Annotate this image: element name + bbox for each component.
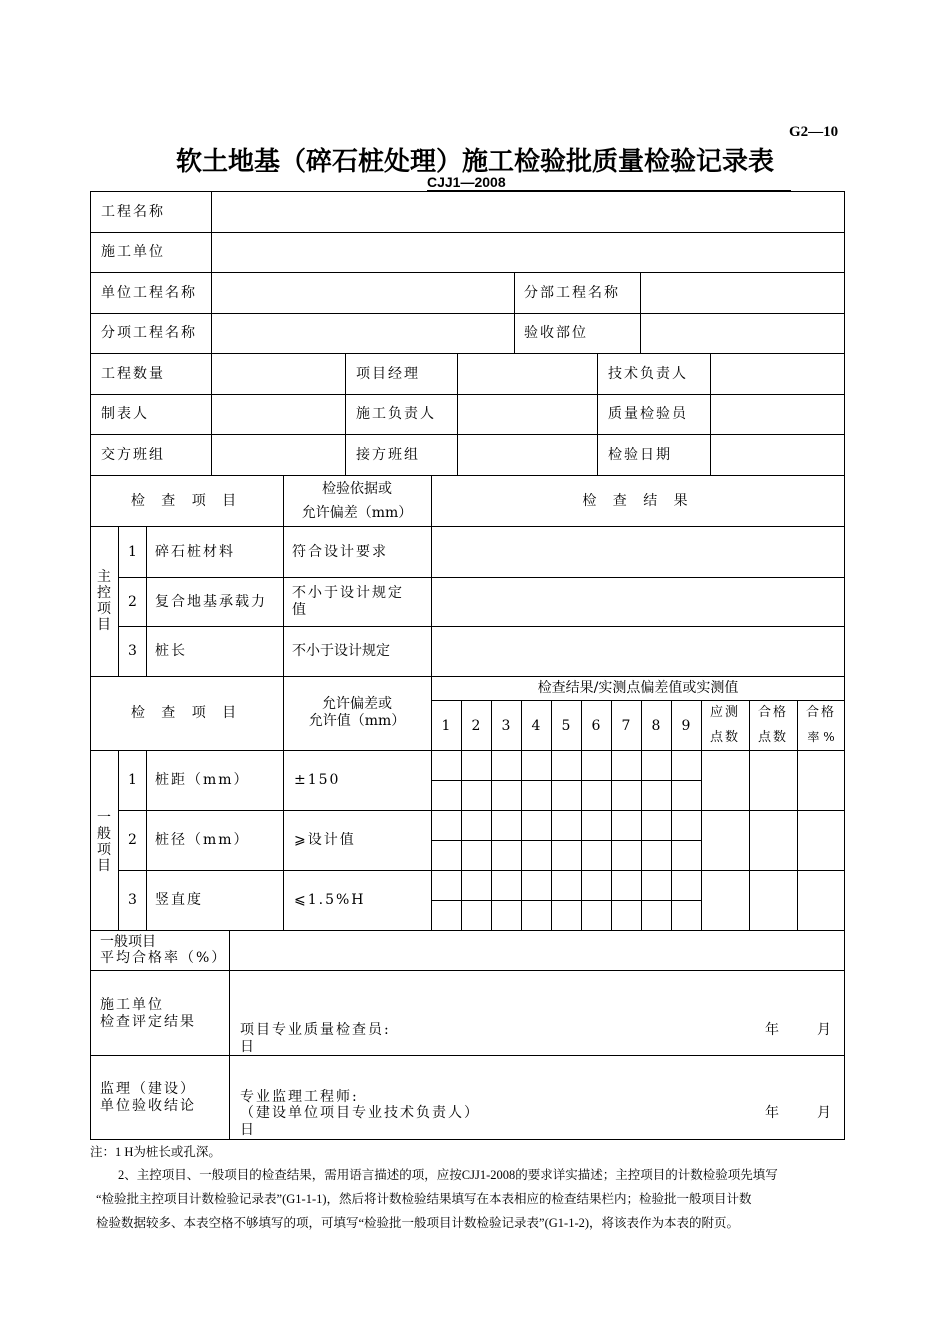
main-result-header: 检 查 结 果 [582,493,694,509]
general-tol-header-1: 允许偏差或 [322,696,392,712]
label-sub-division-name: 分部工程名称 [524,285,620,301]
main-basis-header-2: 允许偏差（mm） [301,505,413,521]
label-quality-inspector: 质量检验员 [608,406,688,422]
point-5: 5 [561,718,571,734]
main-check-item-header: 检 查 项 目 [130,493,243,509]
self-check-label-2: 检查评定结果 [100,1014,196,1030]
supervision-day: 日 [240,1122,254,1138]
inspector-label: 项目专业质量检查员: [240,1022,391,1038]
self-check-day: 日 [240,1039,254,1055]
main-row-2-no: 2 [128,594,137,610]
general-row-2-item: 桩径（mm） [155,832,250,848]
note-4: 检验数据较多、本表空格不够填写的项，可填写“检验批一般项目计数检验记录表”(G1-1-2)，将该表作为本表的附页。 [96,1216,740,1230]
label-acceptance-part: 验收部位 [524,325,588,341]
general-row-3-no: 3 [128,892,137,908]
page-title: 软土地基（碎石桩处理）施工检验批质量检验记录表 [175,147,774,177]
general-row-1-no: 1 [128,772,137,788]
note-1: 注：1 H为桩长或孔深。 [90,1145,221,1159]
point-9: 9 [681,718,691,734]
point-3: 3 [501,718,511,734]
self-check-year: 年 [765,1022,779,1038]
general-row-1-tol: ±150 [294,772,341,788]
main-row-3-basis: 不小于设计规定 [292,643,390,659]
general-group-label [96,810,112,874]
point-4: 4 [531,718,541,734]
label-technical-lead: 技术负责人 [608,366,688,382]
label-construction-lead: 施工负责人 [356,406,436,422]
general-row-3-item: 竖直度 [155,892,203,908]
main-row-2-basis-2: 值 [292,602,306,618]
main-group-label-text: 主控项目 [97,569,111,633]
point-1: 1 [441,718,451,734]
general-tol-header-2: 允许值（mm） [308,713,406,729]
general-row-2-tol: ⩾设计值 [294,832,356,848]
label-unit-project-name: 单位工程名称 [101,285,197,301]
main-row-2-basis-1: 不小于设计规定 [292,585,404,601]
general-group-label-text: 一般项目 [97,810,111,874]
main-basis-header-1: 检验依据或 [322,481,392,497]
note-2: 2、主控项目、一般项目的检查结果，需用语言描述的项，应按CJJ1-2008的要求详实描述；主控项目的计数检验项先填写 [118,1168,778,1182]
standard-code: CJJ1—2008 [427,174,506,190]
label-project-manager: 项目经理 [356,366,420,382]
label-project-name: 工程名称 [101,204,165,220]
general-row-1-item: 桩距（mm） [155,772,250,788]
main-row-3-no: 3 [128,643,137,659]
supervision-year: 年 [765,1105,779,1121]
point-8: 8 [651,718,661,734]
label-quantity: 工程数量 [101,366,165,382]
should-points-1: 应测 [709,705,740,720]
label-sub-item-name: 分项工程名称 [101,325,197,341]
general-row-3-tol: ⩽1.5%H [294,892,366,908]
pass-rate-1: 合格 [805,705,836,720]
form-code: G2—10 [789,124,839,140]
point-7: 7 [621,718,631,734]
label-construction-unit: 施工单位 [101,244,165,260]
general-check-item-header: 检 查 项 目 [130,705,243,721]
point-6: 6 [591,718,601,734]
main-row-1-basis: 符合设计要求 [292,544,388,560]
engineer-label: 专业监理工程师: [240,1089,359,1105]
main-group-label [96,569,112,633]
label-preparer: 制表人 [101,406,149,422]
main-row-1-no: 1 [128,544,137,560]
owner-lead-label: （建设单位项目专业技术负责人） [240,1105,480,1121]
note-3: “检验批主控项目计数检验记录表”(G1-1-1)，然后将计数检验结果填写在本表相应的检查结果栏内；检验批一般项目计数 [96,1192,752,1206]
avg-rate-label-1: 一般项目 [100,934,156,950]
general-row-2-no: 2 [128,832,137,848]
supervision-label-1: 监理（建设） [100,1081,196,1097]
pass-rate-2: 率 % [807,730,835,744]
main-row-2-item: 复合地基承载力 [155,594,267,610]
supervision-label-2: 单位验收结论 [100,1098,196,1114]
label-handover-team: 交方班组 [101,447,165,463]
should-points-2: 点数 [709,730,740,745]
pass-points-2: 点数 [757,730,788,745]
label-inspection-date: 检验日期 [608,447,672,463]
main-row-3-item: 桩长 [155,643,187,659]
main-row-1-item: 碎石桩材料 [155,544,235,560]
supervision-month: 月 [817,1105,831,1121]
pass-points-1: 合格 [757,705,788,720]
avg-rate-label-2: 平均合格率（%） [100,950,228,966]
label-receiving-team: 接方班组 [356,447,420,463]
general-result-header: 检查结果/实测点偏差值或实测值 [537,680,739,696]
self-check-label-1: 施工单位 [100,997,164,1013]
point-2: 2 [471,718,481,734]
self-check-month: 月 [817,1022,831,1038]
